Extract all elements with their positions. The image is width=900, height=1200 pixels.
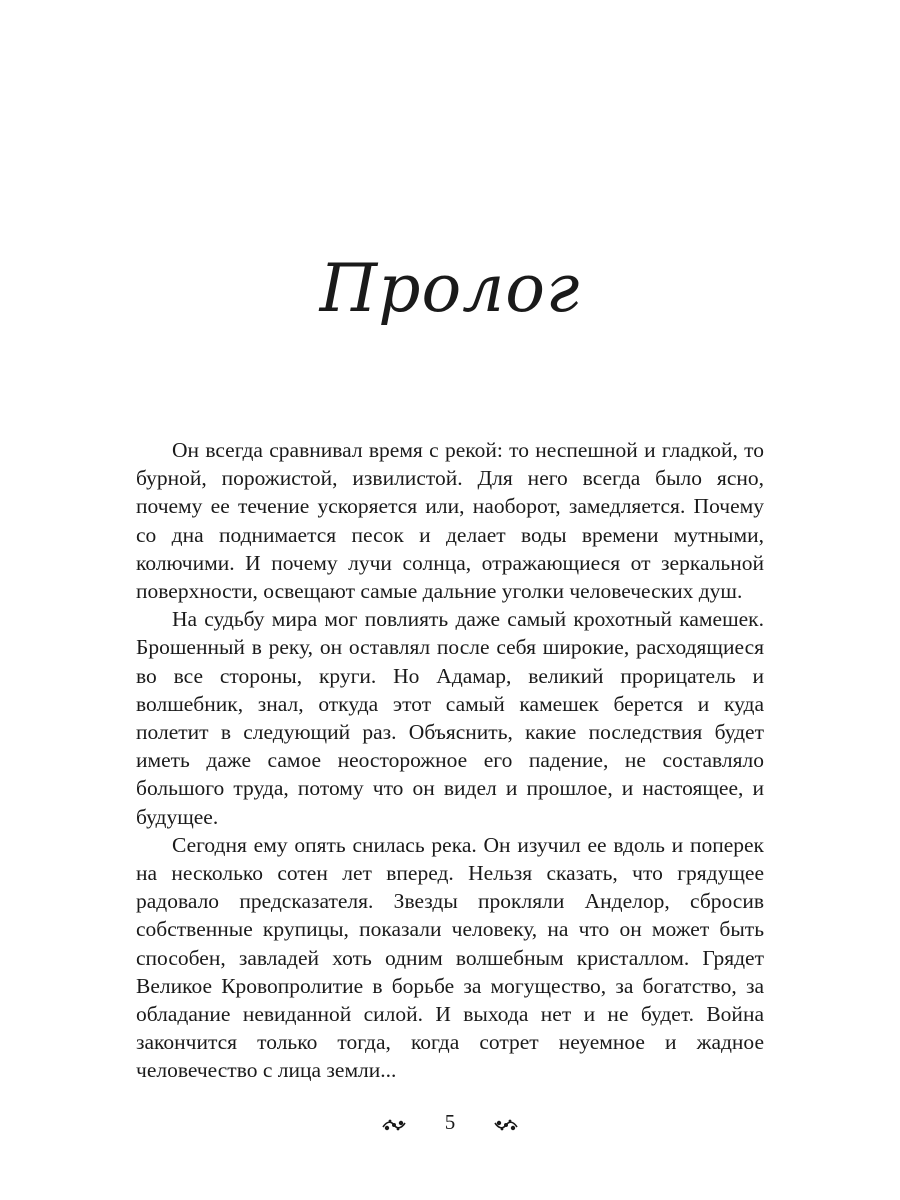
page-number: 5 <box>444 1110 456 1134</box>
paragraph: Сегодня ему опять снилась река. Он изучил ее вдоль и поперек на несколько сотен лет вперед. Нельзя сказать, что грядущее радовало предсказателя. Звезды прокляли Анделор, сбросив собственные крупицы, показали человеку, на что он может быть способен, завладей хоть одним волшебным кристаллом. Грядет Великое Кровопролитие в борьбе за могущество, за богатство, за обладание невиданной силой. И выхода нет и не будет. Война закончится только тогда, когда сотрет неуемное и жадное человечество с лица земли... <box>136 832 764 1083</box>
page-footer <box>0 1108 900 1136</box>
paragraph: Он всегда сравнивал время с рекой: то неспешной и гладкой, то бурной, порожистой, извилистой. Для него всегда было ясно, почему ее течение ускоряется или, наоборот, замедляется. Почему со дна поднимается песок и делает воды времени мутными, колючими. И почему лучи солнца, отражающиеся от зеркальной поверхности, освещают самые дальние уголки человеческих душ. <box>136 438 764 604</box>
paragraph: На судьбу мира мог повлиять даже самый крохотный камешек. Брошенный в реку, он оставлял после себя широкие, расходящиеся во все стороны, круги. Но Адамар, великий прорицатель и волшебник, знал, откуда этот самый камешек берется и куда полетит в следующий раз. Объяснить, какие последствия будет иметь даже самое неосторожное его падение, не составляло большого труда, потому что он видел и прошлое, и настоящее, и будущее. <box>136 607 764 829</box>
chapter-text <box>136 436 764 1085</box>
floral-ornament-icon <box>493 1114 519 1130</box>
floral-ornament-icon <box>381 1114 407 1130</box>
chapter-title: Пролог <box>319 250 581 327</box>
